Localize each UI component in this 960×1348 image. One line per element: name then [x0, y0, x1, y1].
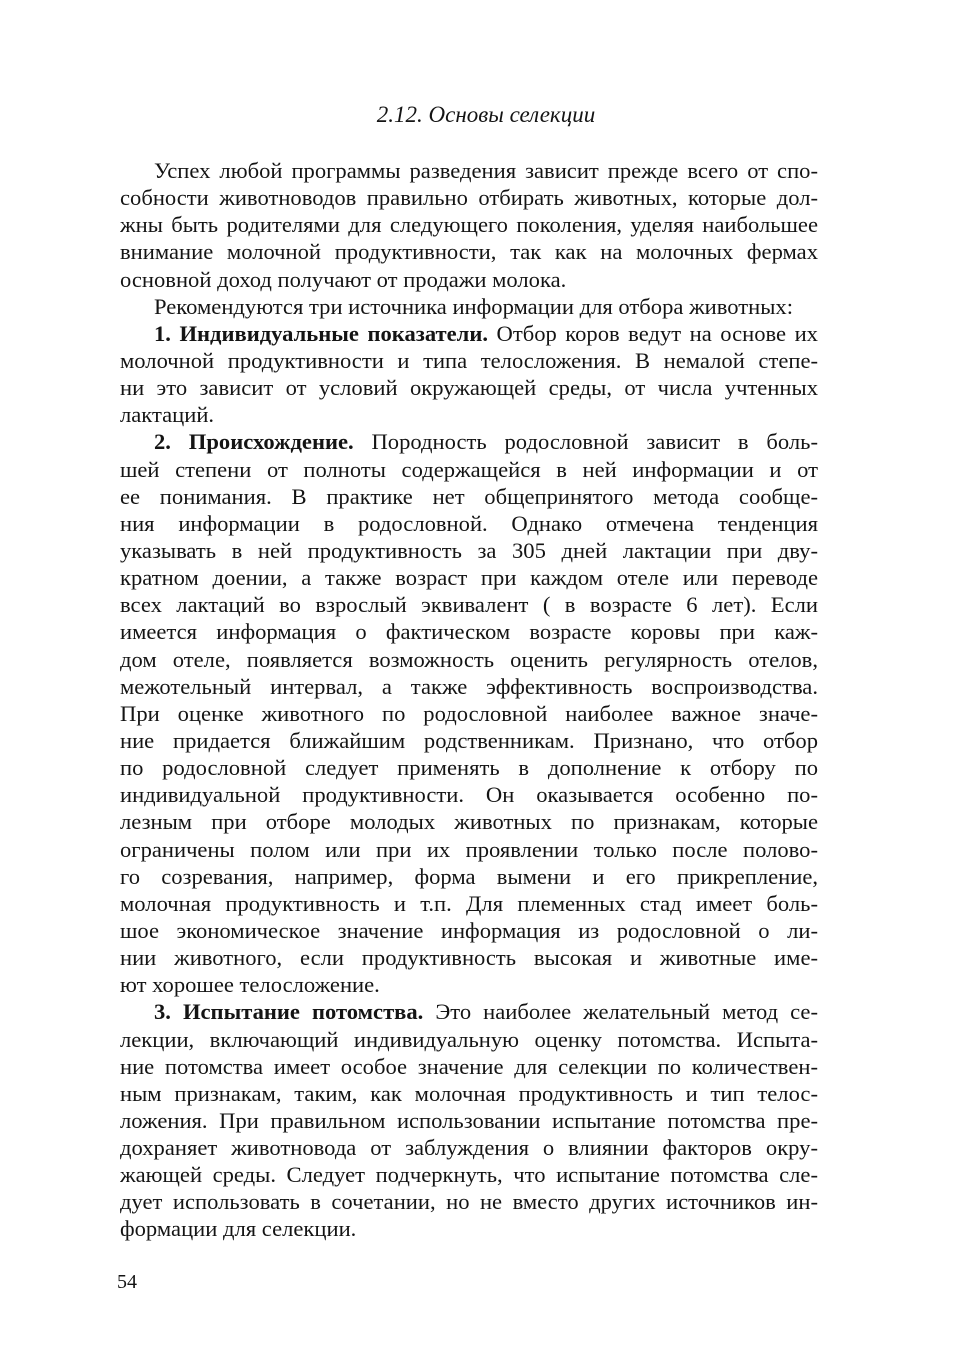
line-text: шей степени от полноты содержащейся в ней информации и от — [120, 456, 818, 482]
line-text: ограничены полом или при их проявлении только после полово- — [120, 836, 818, 862]
text-line — [120, 591, 818, 618]
line-text: ют хорошее телосложение. — [120, 972, 380, 998]
line-text: ложения. При правильном использовании испытание потомства пре- — [120, 1107, 818, 1133]
text-line — [120, 944, 818, 971]
line-text: основной доход получают от продажи молока. — [120, 266, 567, 292]
line-text: ния информации в родословной. Однако отмечена тенденция — [120, 510, 818, 536]
text-line — [120, 510, 818, 537]
text-line — [120, 1188, 818, 1215]
text-line — [120, 1215, 818, 1242]
line-text: по родословной следует применять в дополнение к отбору по — [120, 755, 818, 781]
text-line — [120, 1134, 818, 1161]
text-line — [120, 1161, 818, 1188]
text-line — [120, 184, 818, 211]
text-line — [120, 320, 818, 347]
line-text: ние потомства имеет особое значение для селекции по количествен- — [120, 1053, 818, 1079]
text-line — [120, 238, 818, 265]
text-line — [120, 537, 818, 564]
line-text: Отбор коров ведут на основе их — [488, 320, 818, 346]
text-line — [120, 998, 818, 1025]
text-line — [120, 808, 818, 835]
text-line — [120, 863, 818, 890]
page-number: 54 — [117, 1271, 137, 1293]
text-line — [120, 836, 818, 863]
text-line — [120, 564, 818, 591]
text-line — [120, 727, 818, 754]
line-text: нии животного, если продуктивность высокая и животные име- — [120, 945, 818, 971]
line-text: ние придается ближайшим родственникам. Признано, что отбор — [120, 727, 818, 753]
line-text: жающей среды. Следует подчеркнуть, что испытание потомства сле- — [120, 1162, 818, 1188]
text-line — [120, 211, 818, 238]
text-line — [120, 293, 818, 320]
line-text: указывать в ней продуктивность за 305 дней лактации при дву- — [120, 537, 818, 563]
text-line — [120, 483, 818, 510]
text-line — [120, 646, 818, 673]
text-line — [120, 347, 818, 374]
run-in-heading: 3. Испытание потомства. — [154, 999, 424, 1025]
text-line — [120, 781, 818, 808]
line-text: всех лактаций во взрослый эквивалент ( в возрасте 6 лет). Если — [120, 592, 818, 618]
line-text: лекции, включающий индивидуальную оценку потомства. Испыта- — [120, 1026, 818, 1052]
line-text: ным признакам, таким, как молочная продуктивность и тип телос- — [120, 1080, 818, 1106]
text-line — [120, 1053, 818, 1080]
text-line — [120, 618, 818, 645]
line-text: шое экономическое значение информация из родословной о ли- — [120, 917, 818, 943]
line-text: лактаций. — [120, 402, 215, 428]
text-line — [120, 428, 818, 455]
text-line — [120, 1107, 818, 1134]
run-in-heading: 2. Происхождение. — [154, 429, 354, 455]
text-line — [120, 754, 818, 781]
text-line — [120, 266, 818, 293]
text-line — [120, 890, 818, 917]
body-text — [120, 157, 818, 1243]
line-text: лезным при отборе молодых животных по признакам, которые — [120, 809, 818, 835]
text-line — [120, 1026, 818, 1053]
line-text: При оценке животного по родословной наиболее важное значе- — [120, 700, 818, 726]
line-text: межотельный интервал, а также эффективность воспроизводства. — [120, 673, 818, 699]
line-text: Рекомендуются три источника информации для отбора животных: — [154, 293, 794, 319]
line-text: индивидуальной продуктивности. Он оказывается особенно по- — [120, 782, 818, 808]
line-text: Это наиболее желательный метод се- — [423, 999, 818, 1025]
text-line — [120, 673, 818, 700]
line-text: молочной продуктивности и типа телосложения. В немалой степе- — [120, 347, 818, 373]
line-text: собности животноводов правильно отбирать животных, которые дол- — [120, 185, 818, 211]
line-text: формации для селекции. — [120, 1216, 357, 1242]
line-text: дом отеле, появляется возможность оценить регулярность отелов, — [120, 646, 818, 672]
line-text: имеется информация о фактическом возрасте коровы при каж- — [120, 619, 818, 645]
line-text: молочная продуктивность и т.п. Для племенных стад имеет боль- — [120, 890, 818, 916]
line-text: дохраняет животновода от заблуждения о влиянии факторов окру- — [120, 1135, 818, 1161]
text-line — [120, 700, 818, 727]
text-line — [120, 456, 818, 483]
text-line — [120, 157, 818, 184]
line-text: ни это зависит от условий окружающей среды, от числа учтенных — [120, 375, 818, 401]
line-text: Успех любой программы разведения зависит прежде всего от спо- — [154, 158, 818, 183]
text-line — [120, 971, 818, 998]
line-text: го созревания, например, форма вымени и его прикрепление, — [120, 863, 818, 889]
text-line — [120, 917, 818, 944]
text-line — [120, 374, 818, 401]
line-text: жны быть родителями для следующего поколения, уделяя наибольшее — [120, 212, 818, 238]
text-line — [120, 1080, 818, 1107]
line-text: кратном доении, а также возраст при каждом отеле или переводе — [120, 565, 818, 591]
line-text: внимание молочной продуктивности, так как на молочных фермах — [120, 239, 818, 265]
text-line — [120, 401, 818, 428]
line-text: Породность родословной зависит в боль- — [353, 429, 818, 455]
line-text: дует использовать в сочетании, но не вместо других источников ин- — [120, 1189, 818, 1215]
section-heading: 2.12. Основы селекции — [376, 102, 596, 127]
line-text: ее понимания. В практике нет общепринятого метода сообще- — [120, 483, 818, 509]
run-in-heading: 1. Индивидуальные показатели. — [154, 320, 488, 346]
